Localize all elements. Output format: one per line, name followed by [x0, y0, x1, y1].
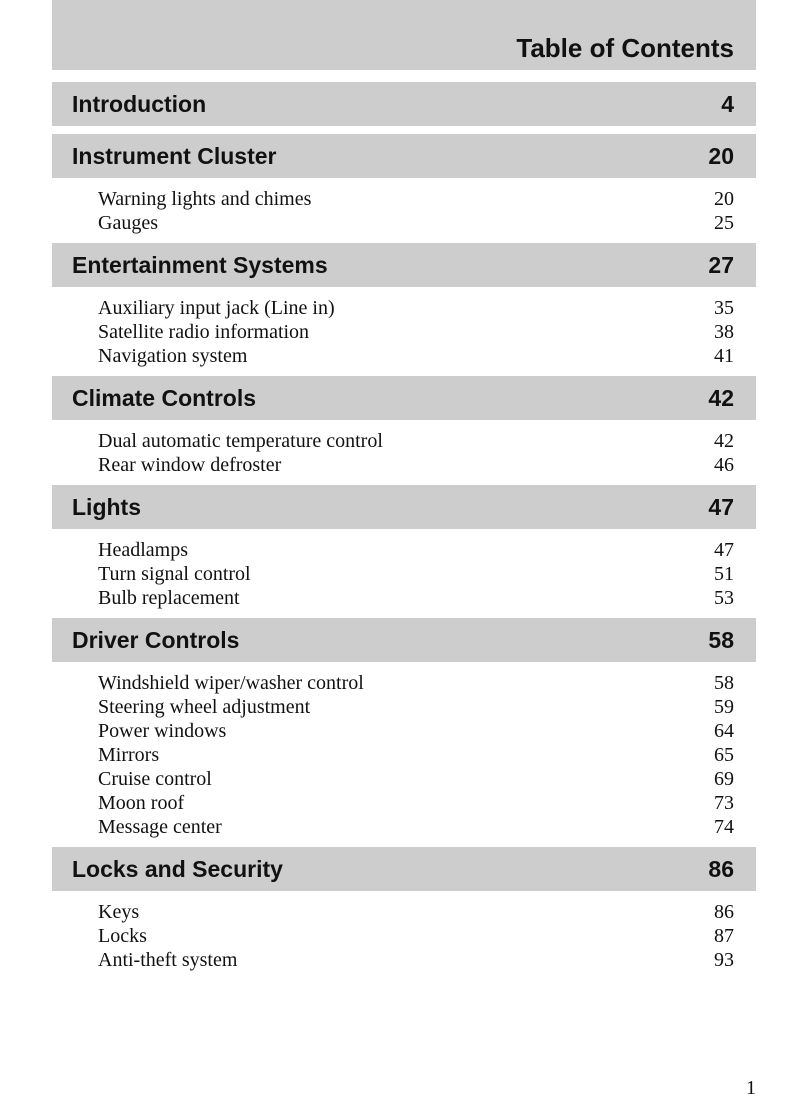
- toc-entry-page: 25: [714, 212, 734, 234]
- toc-entry-page: 35: [714, 297, 734, 319]
- toc-entry-page: 86: [714, 901, 734, 923]
- toc-entry[interactable]: [52, 719, 756, 743]
- toc-entry-page: 46: [714, 454, 734, 476]
- toc-entry[interactable]: [52, 924, 756, 948]
- toc-entry-page: 64: [714, 720, 734, 742]
- section-title: Entertainment Systems: [72, 252, 328, 278]
- toc-entry[interactable]: [52, 429, 756, 453]
- toc-entry[interactable]: [52, 671, 756, 695]
- section-page-number: 20: [708, 143, 734, 169]
- toc-entry-label: Bulb replacement: [98, 587, 240, 609]
- toc-entry-label: Moon roof: [98, 792, 185, 814]
- section-page-number: 47: [708, 494, 734, 520]
- toc-entry-page: 38: [714, 321, 734, 343]
- toc-entry-label: Warning lights and chimes: [98, 188, 312, 210]
- section-title: Climate Controls: [72, 385, 257, 411]
- section-heading[interactable]: [52, 485, 756, 529]
- header-band: [52, 0, 756, 70]
- toc-entry[interactable]: [52, 900, 756, 924]
- section-heading[interactable]: [52, 134, 756, 178]
- section-title: Driver Controls: [72, 627, 240, 653]
- section-heading[interactable]: [52, 376, 756, 420]
- toc-entry-list: [52, 420, 756, 477]
- toc-entry[interactable]: [52, 743, 756, 767]
- toc-entry-list: [52, 891, 756, 972]
- toc-entry-label: Message center: [98, 816, 222, 838]
- toc-entry-label: Anti-theft system: [98, 949, 238, 971]
- toc-entry-label: Locks: [98, 925, 147, 947]
- toc-section: [52, 82, 756, 126]
- toc-entry[interactable]: [52, 211, 756, 235]
- toc-entry[interactable]: [52, 453, 756, 477]
- toc-entry[interactable]: [52, 767, 756, 791]
- toc-section: [52, 134, 756, 235]
- toc-entry[interactable]: [52, 344, 756, 368]
- toc-entry[interactable]: [52, 695, 756, 719]
- toc-entry-page: 41: [714, 345, 734, 367]
- toc-entry-label: Turn signal control: [98, 563, 251, 585]
- toc-entry-list: [52, 178, 756, 235]
- toc-entry[interactable]: [52, 815, 756, 839]
- toc-entry-page: 69: [714, 768, 734, 790]
- toc-entry-label: Rear window defroster: [98, 454, 282, 476]
- toc-entry-list: [52, 287, 756, 368]
- toc-entry-label: Headlamps: [98, 539, 188, 561]
- section-title: Locks and Security: [72, 856, 283, 882]
- section-title: Lights: [72, 494, 141, 520]
- section-heading[interactable]: [52, 82, 756, 126]
- toc-entry[interactable]: [52, 538, 756, 562]
- toc-entry-page: 73: [714, 792, 734, 814]
- section-page-number: 42: [708, 385, 734, 411]
- toc-section: [52, 847, 756, 972]
- toc-entry[interactable]: [52, 791, 756, 815]
- toc-entry-page: 59: [714, 696, 734, 718]
- toc-entry-label: Windshield wiper/washer control: [98, 672, 364, 694]
- toc-entry[interactable]: [52, 296, 756, 320]
- toc-entry-page: 93: [714, 949, 734, 971]
- toc-entry-label: Power windows: [98, 720, 227, 742]
- toc-entry-page: 58: [714, 672, 734, 694]
- toc-entry-page: 47: [714, 539, 734, 561]
- toc-section: [52, 618, 756, 839]
- toc-entry-page: 42: [714, 430, 734, 452]
- toc-entry-label: Mirrors: [98, 744, 160, 766]
- section-page-number: 4: [721, 91, 734, 117]
- toc-entry-label: Keys: [98, 901, 140, 923]
- toc-entry-list: [52, 662, 756, 839]
- toc-entry-label: Satellite radio information: [98, 321, 310, 343]
- page-number: 1: [746, 1077, 756, 1099]
- toc-entry[interactable]: [52, 187, 756, 211]
- toc-entry-page: 65: [714, 744, 734, 766]
- toc-section: [52, 376, 756, 477]
- section-title: Instrument Cluster: [72, 143, 277, 169]
- toc-entry-page: 74: [714, 816, 734, 838]
- toc-entry-page: 20: [714, 188, 734, 210]
- toc-entry-list: [52, 529, 756, 610]
- section-page-number: 86: [708, 856, 734, 882]
- toc-entry[interactable]: [52, 562, 756, 586]
- section-heading[interactable]: [52, 847, 756, 891]
- toc-entry-page: 87: [714, 925, 734, 947]
- toc-entry[interactable]: [52, 948, 756, 972]
- toc-entry-label: Dual automatic temperature control: [98, 430, 383, 452]
- section-page-number: 27: [708, 252, 734, 278]
- toc-entry-label: Auxiliary input jack (Line in): [98, 297, 335, 319]
- toc-entry-label: Gauges: [98, 212, 158, 234]
- toc-entry-label: Navigation system: [98, 345, 248, 367]
- toc-entry[interactable]: [52, 320, 756, 344]
- toc-entry[interactable]: [52, 586, 756, 610]
- page-title: Table of Contents: [516, 33, 734, 63]
- toc-entry-page: 53: [714, 587, 734, 609]
- toc-entry-label: Steering wheel adjustment: [98, 696, 311, 718]
- toc-entry-page: 51: [714, 563, 734, 585]
- toc-entry-label: Cruise control: [98, 768, 212, 790]
- section-page-number: 58: [708, 627, 734, 653]
- section-heading[interactable]: [52, 618, 756, 662]
- section-title: Introduction: [72, 91, 207, 117]
- section-heading[interactable]: [52, 243, 756, 287]
- toc-section: [52, 485, 756, 610]
- toc-section: [52, 243, 756, 368]
- table-of-contents: [52, 82, 756, 980]
